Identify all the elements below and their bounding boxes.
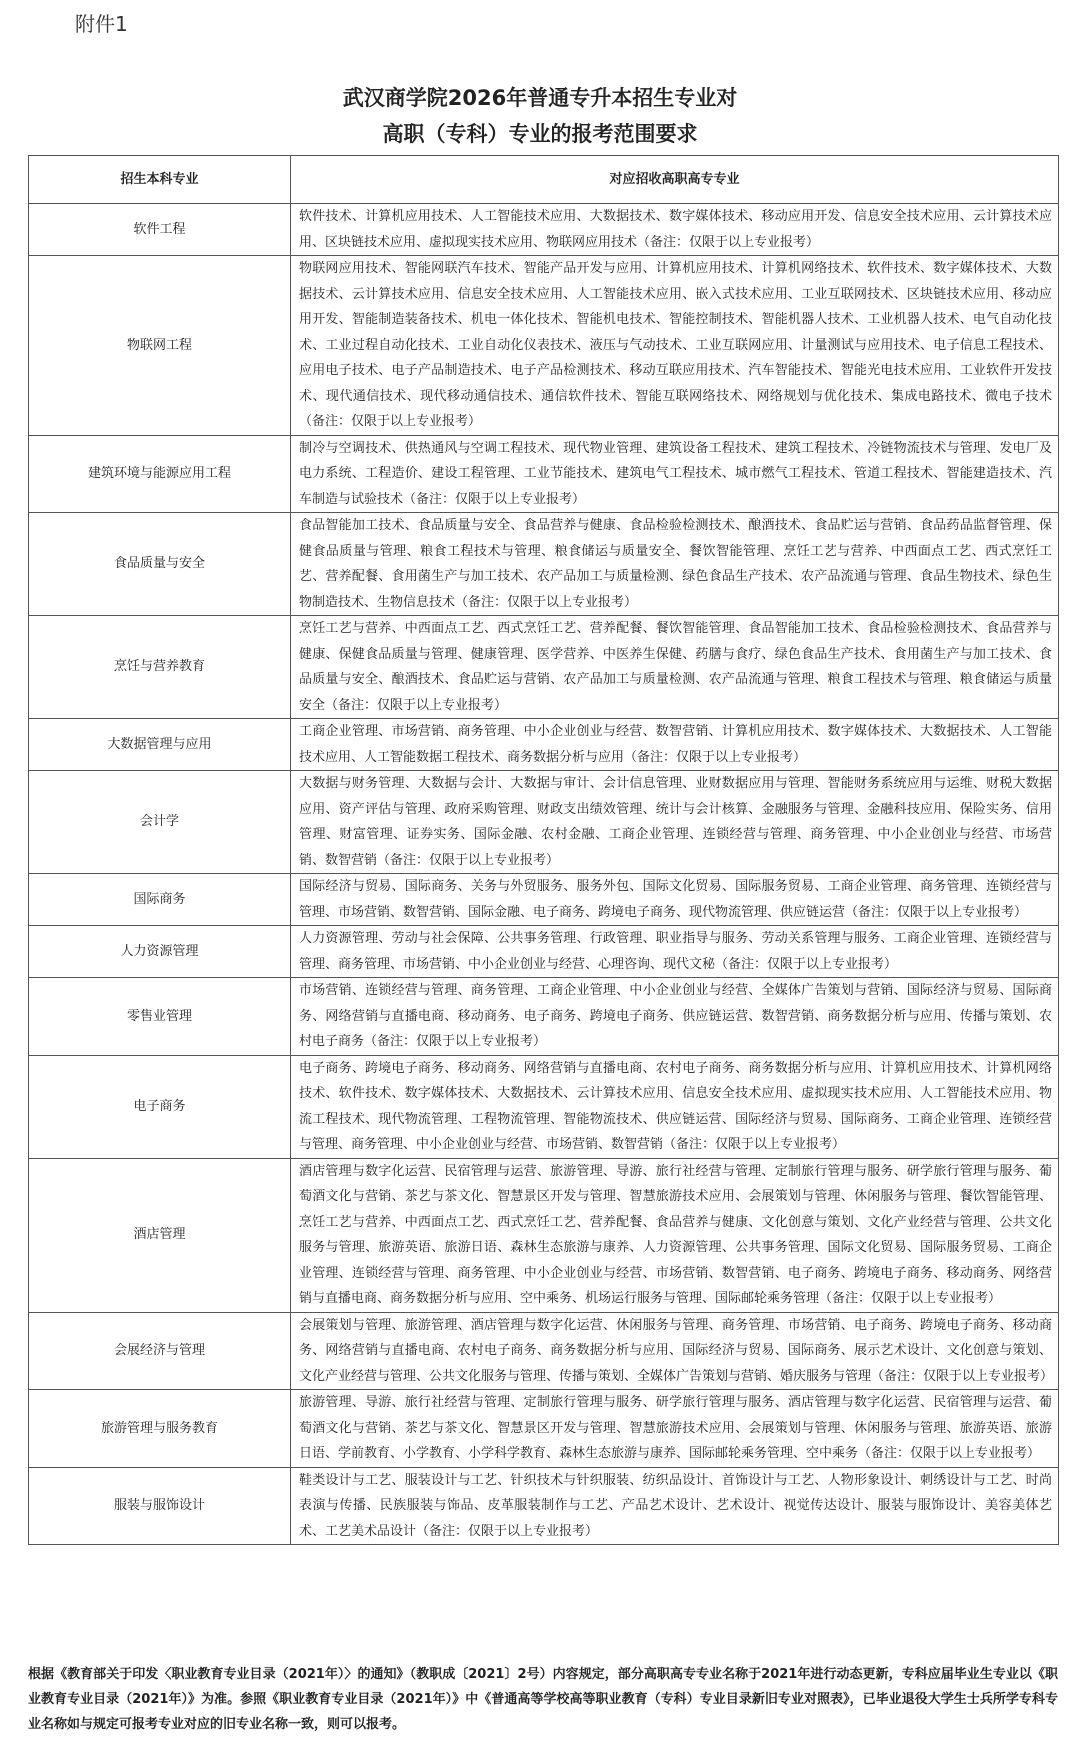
table-row <box>29 874 1059 926</box>
row-major-name: 大数据管理与应用 <box>29 719 291 771</box>
row-eligible-majors: 会展策划与管理、旅游管理、酒店管理与数字化运营、休闲服务与管理、商务管理、市场营销、电子商务、跨境电子商务、移动商务、网络营销与直播电商、农村电子商务、商务数据分析与应用、国际经济与贸易、国际商务、展示艺术设计、文化创意与策划、文化产业经营与管理、公共文化服务与管理、传播与策划、全媒体广告策划与营销、婚庆服务与管理（备注：仅限于以上专业报考） <box>291 1312 1059 1390</box>
row-eligible-majors: 人力资源管理、劳动与社会保障、公共事务管理、行政管理、职业指导与服务、劳动关系管理与服务、工商企业管理、连锁经营与管理、商务管理、市场营销、中小企业创业与经营、心理咨询、现代文秘（备注：仅限于以上专业报考） <box>291 926 1059 978</box>
table-row <box>29 1390 1059 1468</box>
row-major-name: 电子商务 <box>29 1055 291 1158</box>
header-vocational-majors: 对应招收高职高专专业 <box>291 156 1059 204</box>
row-major-name: 旅游管理与服务教育 <box>29 1390 291 1468</box>
table-row <box>29 978 1059 1056</box>
attachment-label: 附件1 <box>75 12 128 36</box>
table-row <box>29 771 1059 874</box>
row-major-name: 软件工程 <box>29 204 291 256</box>
table-row <box>29 1312 1059 1390</box>
row-major-name: 烹饪与营养教育 <box>29 616 291 719</box>
row-eligible-majors: 大数据与财务管理、大数据与会计、大数据与审计、会计信息管理、业财数据应用与管理、智能财务系统应用与运维、财税大数据应用、资产评估与管理、政府采购管理、财政支出绩效管理、统计与会计核算、金融服务与管理、金融科技应用、保险实务、信用管理、财富管理、证券实务、国际金融、农村金融、工商企业管理、连锁经营与管理、商务管理、中小企业创业与经营、市场营销、数智营销（备注：仅限于以上专业报考） <box>291 771 1059 874</box>
table-row <box>29 1467 1059 1545</box>
row-eligible-majors: 鞋类设计与工艺、服装设计与工艺、针织技术与针织服装、纺织品设计、首饰设计与工艺、人物形象设计、刺绣设计与工艺、时尚表演与传播、民族服装与饰品、皮革服装制作与工艺、产品艺术设计、艺术设计、视觉传达设计、服装与服饰设计、美容美体艺术、工艺美术品设计（备注：仅限于以上专业报考） <box>291 1467 1059 1545</box>
row-eligible-majors: 酒店管理与数字化运营、民宿管理与运营、旅游管理、导游、旅行社经营与管理、定制旅行管理与服务、研学旅行管理与服务、葡萄酒文化与营销、茶艺与茶文化、智慧景区开发与管理、智慧旅游技术应用、会展策划与管理、休闲服务与管理、餐饮智能管理、烹饪工艺与营养、中西面点工艺、西式烹饪工艺、营养配餐、食品营养与健康、文化创意与策划、文化产业经营与管理、公共文化服务与管理、旅游英语、旅游日语、森林生态旅游与康养、人力资源管理、公共事务管理、国际文化贸易、国际服务贸易、工商企业管理、连锁经营与管理、商务管理、中小企业创业与经营、市场营销、数智营销、电子商务、跨境电子商务、移动商务、网络营销与直播电商、商务数据分析与应用、空中乘务、机场运行服务与管理、国际邮轮乘务管理（备注：仅限于以上专业报考） <box>291 1158 1059 1312</box>
header-undergraduate-major: 招生本科专业 <box>29 156 291 204</box>
requirements-table <box>28 155 1059 1545</box>
page-title-line1: 武汉商学院2026年普通专升本招生专业对 <box>342 86 738 110</box>
row-major-name: 会展经济与管理 <box>29 1312 291 1390</box>
row-eligible-majors: 软件技术、计算机应用技术、人工智能技术应用、大数据技术、数字媒体技术、移动应用开发、信息安全技术应用、云计算技术应用、区块链技术应用、虚拟现实技术应用、物联网应用技术（备注：仅限于以上专业报考） <box>291 204 1059 256</box>
row-eligible-majors: 烹饪工艺与营养、中西面点工艺、西式烹饪工艺、营养配餐、餐饮智能管理、食品智能加工技术、食品检验检测技术、食品营养与健康、保健食品质量与管理、健康管理、医学营养、中医养生保健、药膳与食疗、绿色食品生产技术、食用菌生产与加工技术、食品质量与安全、酿酒技术、食品贮运与营销、农产品加工与质量检测、农产品流通与管理、粮食工程技术与管理、粮食储运与质量安全（备注：仅限于以上专业报考） <box>291 616 1059 719</box>
table-row <box>29 435 1059 513</box>
row-eligible-majors: 市场营销、连锁经营与管理、商务管理、工商企业管理、中小企业创业与经营、全媒体广告策划与营销、国际经济与贸易、国际商务、网络营销与直播电商、移动商务、电子商务、跨境电子商务、供应链运营、数智营销、商务数据分析与应用、传播与策划、农村电子商务（备注：仅限于以上专业报考） <box>291 978 1059 1056</box>
row-eligible-majors: 国际经济与贸易、国际商务、关务与外贸服务、服务外包、国际文化贸易、国际服务贸易、工商企业管理、商务管理、连锁经营与管理、市场营销、数智营销、国际金融、电子商务、跨境电子商务、现代物流管理、供应链运营（备注：仅限于以上专业报考） <box>291 874 1059 926</box>
row-eligible-majors: 物联网应用技术、智能网联汽车技术、智能产品开发与应用、计算机应用技术、计算机网络技术、软件技术、数字媒体技术、大数据技术、云计算技术应用、信息安全技术应用、人工智能技术应用、嵌入式技术应用、工业互联网技术、区块链技术应用、移动应用开发、智能制造装备技术、机电一体化技术、智能机电技术、智能控制技术、智能机器人技术、工业机器人技术、电气自动化技术、工业过程自动化技术、工业自动化仪表技术、液压与气动技术、工业互联网应用、计量测试与应用技术、电子信息工程技术、应用电子技术、电子产品制造技术、电子产品检测技术、移动互联应用技术、汽车智能技术、智能光电技术应用、工业软件开发技术、现代通信技术、现代移动通信技术、通信软件技术、智能互联网络技术、网络规划与优化技术、集成电路技术、微电子技术（备注：仅限于以上专业报考） <box>291 256 1059 436</box>
row-major-name: 零售业管理 <box>29 978 291 1056</box>
page-title-line2: 高职（专科）专业的报考范围要求 <box>382 122 698 146</box>
row-major-name: 人力资源管理 <box>29 926 291 978</box>
table-row <box>29 1055 1059 1158</box>
row-eligible-majors: 电子商务、跨境电子商务、移动商务、网络营销与直播电商、农村电子商务、商务数据分析与应用、计算机应用技术、计算机网络技术、软件技术、数字媒体技术、大数据技术、云计算技术应用、信息安全技术应用、虚拟现实技术应用、人工智能技术应用、物流工程技术、现代物流管理、工程物流管理、智能物流技术、供应链运营、国际经济与贸易、国际商务、工商企业管理、连锁经营与管理、商务管理、中小企业创业与经营、市场营销、数智营销（备注：仅限于以上专业报考） <box>291 1055 1059 1158</box>
table-row <box>29 926 1059 978</box>
row-major-name: 建筑环境与能源应用工程 <box>29 435 291 513</box>
table-row <box>29 616 1059 719</box>
table-row <box>29 1158 1059 1312</box>
row-major-name: 国际商务 <box>29 874 291 926</box>
row-major-name: 物联网工程 <box>29 256 291 436</box>
footnote: 根据《教育部关于印发〈职业教育专业目录（2021年）〉的通知》（教职成〔2021〕2号）内容规定，部分高职高专专业名称于2021年进行动态更新，专科应届毕业生专业以《职业教育专业目录（2021年）》为准。参照《职业教育专业目录（2021年）》中《普通高等学校高等职业教育（专科）专业目录新旧专业对照表》，已毕业退役大学生士兵所学专科专业名称如与规定可报考专业对应的旧专业名称一致，则可以报考。 <box>28 1667 1058 1732</box>
row-major-name: 酒店管理 <box>29 1158 291 1312</box>
row-eligible-majors: 食品智能加工技术、食品质量与安全、食品营养与健康、食品检验检测技术、酿酒技术、食品贮运与营销、食品药品监督管理、保健食品质量与管理、粮食工程技术与管理、粮食储运与质量安全、餐饮智能管理、烹饪工艺与营养、中西面点工艺、西式烹饪工艺、营养配餐、食用菌生产与加工技术、农产品加工与质量检测、绿色食品生产技术、农产品流通与管理、食品生物技术、绿色生物制造技术、生物信息技术（备注：仅限于以上专业报考） <box>291 513 1059 616</box>
table-row <box>29 256 1059 436</box>
row-major-name: 食品质量与安全 <box>29 513 291 616</box>
row-eligible-majors: 旅游管理、导游、旅行社经营与管理、定制旅行管理与服务、研学旅行管理与服务、酒店管理与数字化运营、民宿管理与运营、葡萄酒文化与营销、茶艺与茶文化、智慧景区开发与管理、智慧旅游技术应用、会展策划与管理、休闲服务与管理、旅游英语、旅游日语、学前教育、小学教育、小学科学教育、森林生态旅游与康养、国际邮轮乘务管理、空中乘务（备注：仅限于以上专业报考） <box>291 1390 1059 1468</box>
table-row <box>29 204 1059 256</box>
row-major-name: 会计学 <box>29 771 291 874</box>
table-row <box>29 513 1059 616</box>
row-major-name: 服装与服饰设计 <box>29 1467 291 1545</box>
table-header-row <box>29 156 1059 204</box>
row-eligible-majors: 工商企业管理、市场营销、商务管理、中小企业创业与经营、数智营销、计算机应用技术、数字媒体技术、大数据技术、人工智能技术应用、人工智能数据工程技术、商务数据分析与应用（备注：仅限于以上专业报考） <box>291 719 1059 771</box>
table-row <box>29 719 1059 771</box>
row-eligible-majors: 制冷与空调技术、供热通风与空调工程技术、现代物业管理、建筑设备工程技术、建筑工程技术、冷链物流技术与管理、发电厂及电力系统、工程造价、建设工程管理、工业节能技术、建筑电气工程技术、城市燃气工程技术、管道工程技术、智能建造技术、汽车制造与试验技术（备注：仅限于以上专业报考） <box>291 435 1059 513</box>
